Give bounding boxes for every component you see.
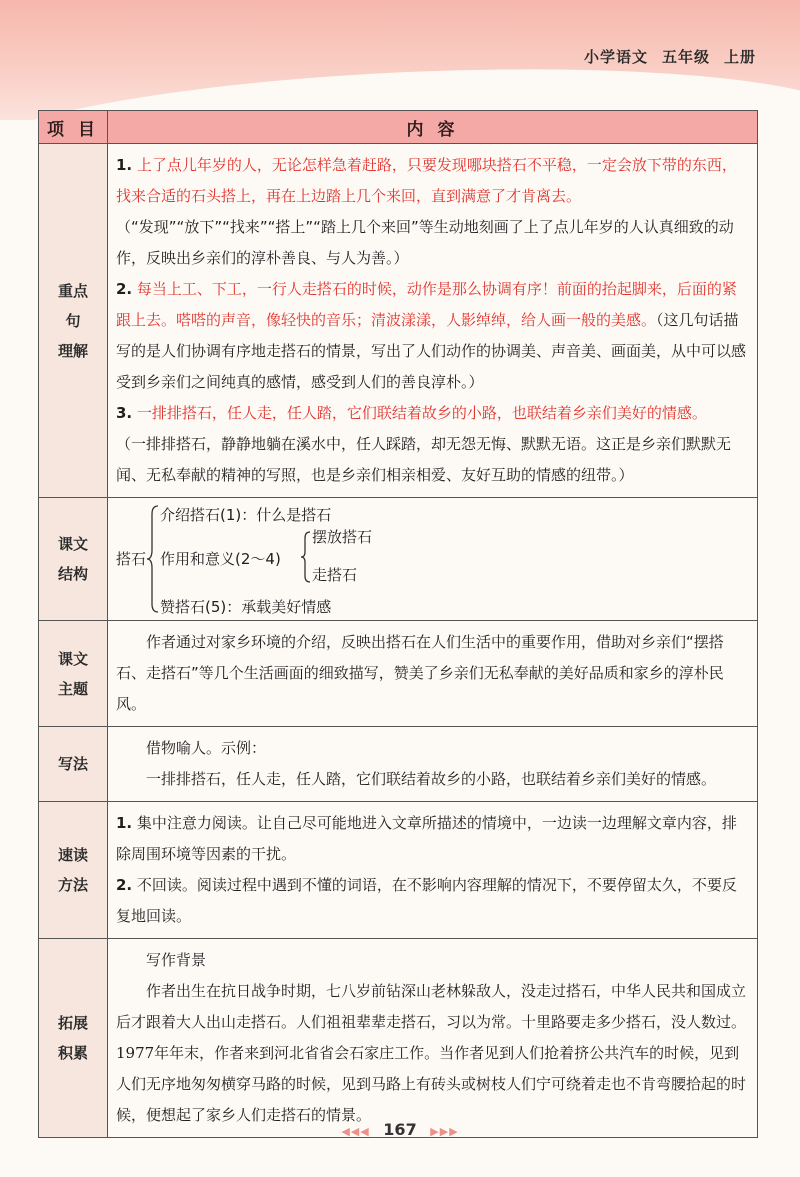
writing-method: 借物喻人。示例： xyxy=(146,739,267,757)
label-structure xyxy=(39,498,108,621)
sentence-item xyxy=(116,274,747,398)
label-line2: 主题 xyxy=(57,679,88,698)
book-subject: 小学语文 xyxy=(583,48,648,66)
label-line1: 课文 xyxy=(57,649,88,668)
label-speed-reading xyxy=(39,802,108,939)
col-item-header: 项 目 xyxy=(39,111,108,144)
label-line1: 写法 xyxy=(57,755,88,773)
sentence-note: （“发现”“放下”“找来”“搭上”“踏上几个来回”等生动地刻画了上了点儿年岁的人认真细致的动作，反映出乡亲们的淳朴善良、与人为善。） xyxy=(116,218,734,267)
row-key-sentences xyxy=(39,144,758,498)
sub-brace xyxy=(300,530,312,584)
sentence-item xyxy=(116,150,747,212)
structure-diagram xyxy=(116,500,747,618)
item-number: 1. xyxy=(116,814,133,832)
structure-branch2: 作用和意义(2～4) xyxy=(160,550,281,568)
quoted-sentence: 上了点儿年岁的人，无论怎样急着赶路，只要发现哪块搭石不平稳，一定会放下带的东西，找来合适的石头搭上，再在上边踏上几个来回，直到满意了才肯离去。 xyxy=(116,156,737,205)
right-arrows-icon: ▶▶▶ xyxy=(430,1125,459,1138)
header-banner xyxy=(0,0,800,120)
quoted-sentence: 一排排搭石，任人走，任人踏，它们联结着故乡的小路，也联结着乡亲们美好的情感。 xyxy=(136,404,707,422)
label-line2: 积累 xyxy=(57,1044,88,1062)
book-info xyxy=(570,46,756,67)
summary-table xyxy=(38,110,758,1138)
page-number: 167 xyxy=(383,1120,417,1139)
structure-sub1: 摆放搭石 xyxy=(312,528,373,546)
label-extension xyxy=(39,939,108,1138)
page-footer xyxy=(0,1120,800,1139)
structure-root: 搭石 xyxy=(116,550,147,568)
content-writing xyxy=(108,727,758,802)
content-structure xyxy=(108,498,758,621)
main-brace xyxy=(146,504,160,614)
item-number: 2. xyxy=(116,280,133,298)
content-key-sentences xyxy=(108,144,758,498)
label-writing xyxy=(39,727,108,802)
method-text: 集中注意力阅读。让自己尽可能地进入文章所描述的情境中，一边读一边理解文章内容，排除周围环境等因素的干扰。 xyxy=(116,814,737,863)
label-theme xyxy=(39,621,108,727)
item-number: 2. xyxy=(116,876,133,894)
book-volume: 上册 xyxy=(723,48,756,66)
label-line1: 重点句 xyxy=(57,281,88,330)
method-item xyxy=(116,808,747,870)
row-speed-reading xyxy=(39,802,758,939)
extension-text: 作者出生在抗日战争时期，七八岁前钻深山老林躲敌人，没走过搭石，中华人民共和国成立后才跟着大人出山走搭石。人们祖祖辈辈走搭石，习以为常。十里路要走多少搭石，没人数过。1977年年末，作者来到河北省省会石家庄工作。当作者见到人们抢着挤公共汽车的时候，见到人们无序地匆匆横穿马路的时候，见到马路上有砖头或树枝人们宁可绕着走也不肯弯腰拾起的时候，便想起了家乡人们走搭石的情景。 xyxy=(116,982,747,1124)
writing-example: 一排排搭石，任人走，任人踏，它们联结着故乡的小路，也联结着乡亲们美好的情感。 xyxy=(146,770,717,788)
structure-branch3: 赞搭石(5)：承载美好情感 xyxy=(160,598,332,616)
row-extension xyxy=(39,939,758,1138)
extension-heading: 写作背景 xyxy=(146,951,207,969)
book-grade: 五年级 xyxy=(661,48,710,66)
row-structure xyxy=(39,498,758,621)
row-writing xyxy=(39,727,758,802)
row-theme xyxy=(39,621,758,727)
method-text: 不回读。阅读过程中遇到不懂的词语，在不影响内容理解的情况下，不要停留太久，不要反复地回读。 xyxy=(116,876,737,925)
col-content-header: 内 容 xyxy=(108,111,758,144)
item-number: 1. xyxy=(116,156,133,174)
label-key-sentences xyxy=(39,144,108,498)
content-extension xyxy=(108,939,758,1138)
content-speed-reading xyxy=(108,802,758,939)
method-item xyxy=(116,870,747,932)
label-line2: 理解 xyxy=(57,341,88,360)
content-theme xyxy=(108,621,758,727)
theme-text: 作者通过对家乡环境的介绍，反映出搭石在人们生活中的重要作用，借助对乡亲们“摆搭石、走搭石”等几个生活画面的细致描写，赞美了乡亲们无私奉献的美好品质和家乡的淳朴民风。 xyxy=(116,633,724,713)
label-line1: 拓展 xyxy=(57,1014,88,1032)
sentence-note: （一排排搭石，静静地躺在溪水中，任人踩踏，却无怨无悔、默默无语。这正是乡亲们默默无闻、无私奉献的精神的写照，也是乡亲们相亲相爱、友好互助的情感的纽带。） xyxy=(116,435,732,484)
label-line2: 方法 xyxy=(57,876,88,894)
sentence-item xyxy=(116,398,747,429)
item-number: 3. xyxy=(116,404,133,422)
structure-sub2: 走搭石 xyxy=(312,566,358,584)
quoted-sentence: 每当上工、下工，一行人走搭石的时候，动作是那么协调有序！前面的抬起脚来，后面的紧跟上去。嗒嗒的声音，像轻快的音乐；清波漾漾，人影绰绰，给人画一般的美感。 xyxy=(116,280,737,329)
table-header-row xyxy=(39,111,758,144)
structure-branch1: 介绍搭石(1)：什么是搭石 xyxy=(160,506,332,524)
sentence-note: （这几句话描写的是人们协调有序地走搭石的情景，写出了人们动作的协调美、声音美、画面美，从中可以感受到乡亲们之间纯真的感情，感受到人们的善良淳朴。） xyxy=(116,311,747,391)
label-line2: 结构 xyxy=(57,565,88,583)
label-line1: 速读 xyxy=(57,846,88,864)
label-line1: 课文 xyxy=(57,535,88,553)
left-arrows-icon: ◀◀◀ xyxy=(341,1125,370,1138)
